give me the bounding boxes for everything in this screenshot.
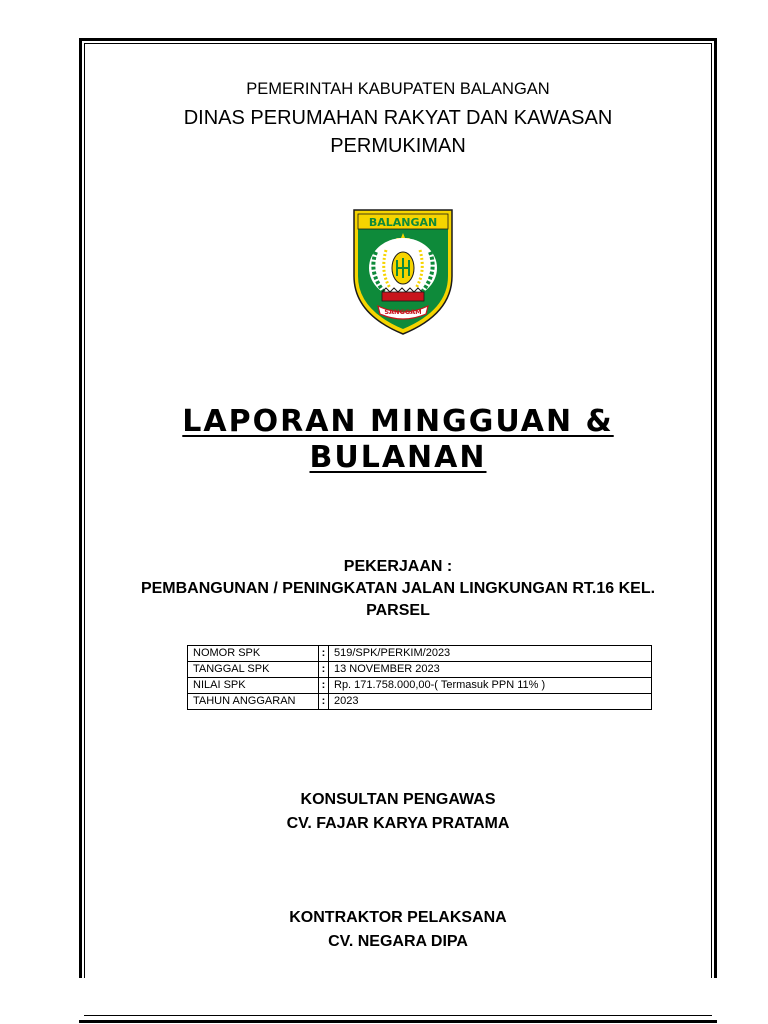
report-title-line-1: LAPORAN MINGGUAN & [182,404,614,439]
work-label: PEKERJAAN : [343,558,453,575]
table-row [188,646,652,662]
report-title-line-2: BULANAN [309,440,487,475]
contractor-block [84,906,712,954]
government-name: PEMERINTAH KABUPATEN BALANGAN [246,80,550,98]
spk-value: 13 NOVEMBER 2023 [329,662,652,678]
work-description [84,556,712,622]
report-title [84,404,712,476]
bottom-rule-thick [79,1020,717,1023]
spk-label: NOMOR SPK [188,646,319,662]
spk-label: TANGGAL SPK [188,662,319,678]
emblem-ribbon-text: SANGGAM [384,308,422,316]
spk-label: TAHUN ANGGARAN [188,694,319,710]
page-border-inner [84,43,712,978]
department-line-2: PERMUKIMAN [330,135,466,157]
contractor-name: CV. NEGARA DIPA [328,933,468,950]
spk-value: 2023 [329,694,652,710]
balangan-emblem-logo [350,206,456,336]
department-line-1: DINAS PERUMAHAN RAKYAT DAN KAWASAN [183,107,613,129]
spk-label: NILAI SPK [188,678,319,694]
spk-table [187,645,652,710]
table-row [188,678,652,694]
consultant-name: CV. FAJAR KARYA PRATAMA [286,815,510,832]
table-row [188,662,652,678]
contractor-role: KONTRAKTOR PELAKSANA [289,909,507,926]
spk-value: 519/SPK/PERKIM/2023 [329,646,652,662]
work-line-2: PARSEL [366,602,430,619]
emblem-top-text: BALANGAN [368,216,438,229]
spk-separator: : [319,662,329,678]
consultant-block [84,788,712,836]
spk-value: Rp. 171.758.000,00-( Termasuk PPN 11% ) [329,678,652,694]
department-name [84,104,712,160]
spk-separator: : [319,646,329,662]
bottom-rule [84,1015,712,1016]
spk-separator: : [319,694,329,710]
work-line-1: PEMBANGUNAN / PENINGKATAN JALAN LINGKUNGAN RT.16 KEL. [140,580,656,597]
consultant-role: KONSULTAN PENGAWAS [300,791,496,808]
spk-separator: : [319,678,329,694]
table-row [188,694,652,710]
